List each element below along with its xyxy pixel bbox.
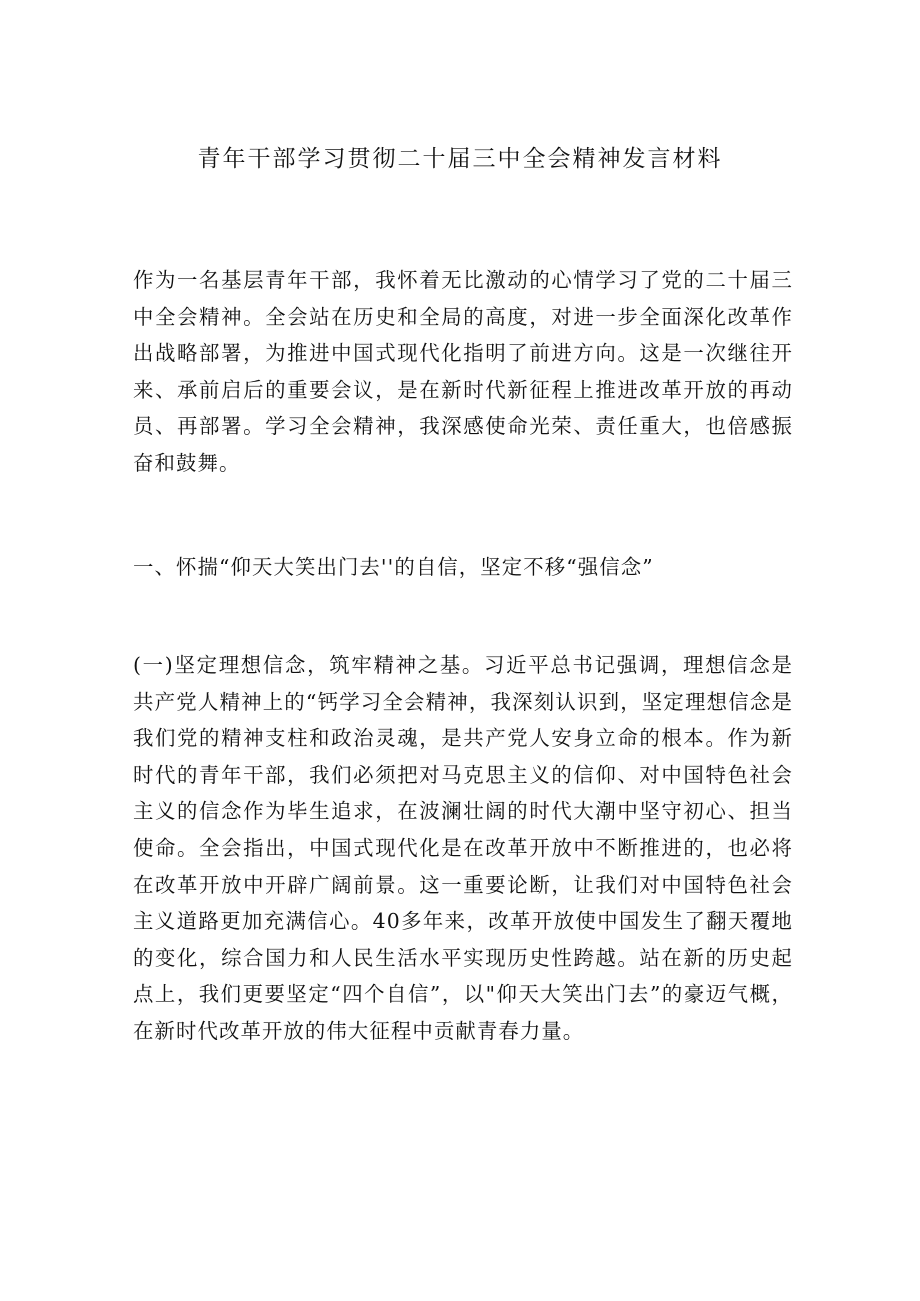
- section-heading: 一、怀揣“仰天大笑出门去''的自信，坚定不移“强信念”: [133, 555, 654, 579]
- document-title: 青年干部学习贯彻二十届三中全会精神发言材料: [197, 146, 723, 172]
- intro-paragraph: 作为一名基层青年干部，我怀着无比激动的心情学习了党的二十届三中全会精神。全会站在历史和全局的高度，对进一步全面深化改革作出战略部署，为推进中国式现代化指明了前进方向。这是一次继往开来、承前启后的重要会议，是在新时代新征程上推进改革开放的再动员、再部署。学习全会精神，我深感使命光荣、责任重大，也倍感振奋和鼓舞。: [133, 268, 793, 475]
- section-body-paragraph: (一)坚定理想信念，筑牢精神之基。习近平总书记强调，理想信念是共产党人精神上的“钙学习全会精神，我深刻认识到，坚定理想信念是我们党的精神支柱和政治灵魂，是共产党人安身立命的根本。作为新时代的青年干部，我们必须把对马克思主义的信仰、对中国特色社会主义的信念作为毕生追求，在波澜壮阔的时代大潮中坚守初心、担当使命。全会指出，中国式现代化是在改革开放中不断推进的，也必将在改革开放中开辟广阔前景。这一重要论断，让我们对中国特色社会主义道路更加充满信心。40多年来，改革开放使中国发生了翻天覆地的变化，综合国力和人民生活水平实现历史性跨越。站在新的历史起点上，我们更要坚定“四个自信”，以"仰天大笑出门去”的豪迈气概，在新时代改革开放的伟大征程中贡献青春力量。: [133, 653, 793, 1043]
